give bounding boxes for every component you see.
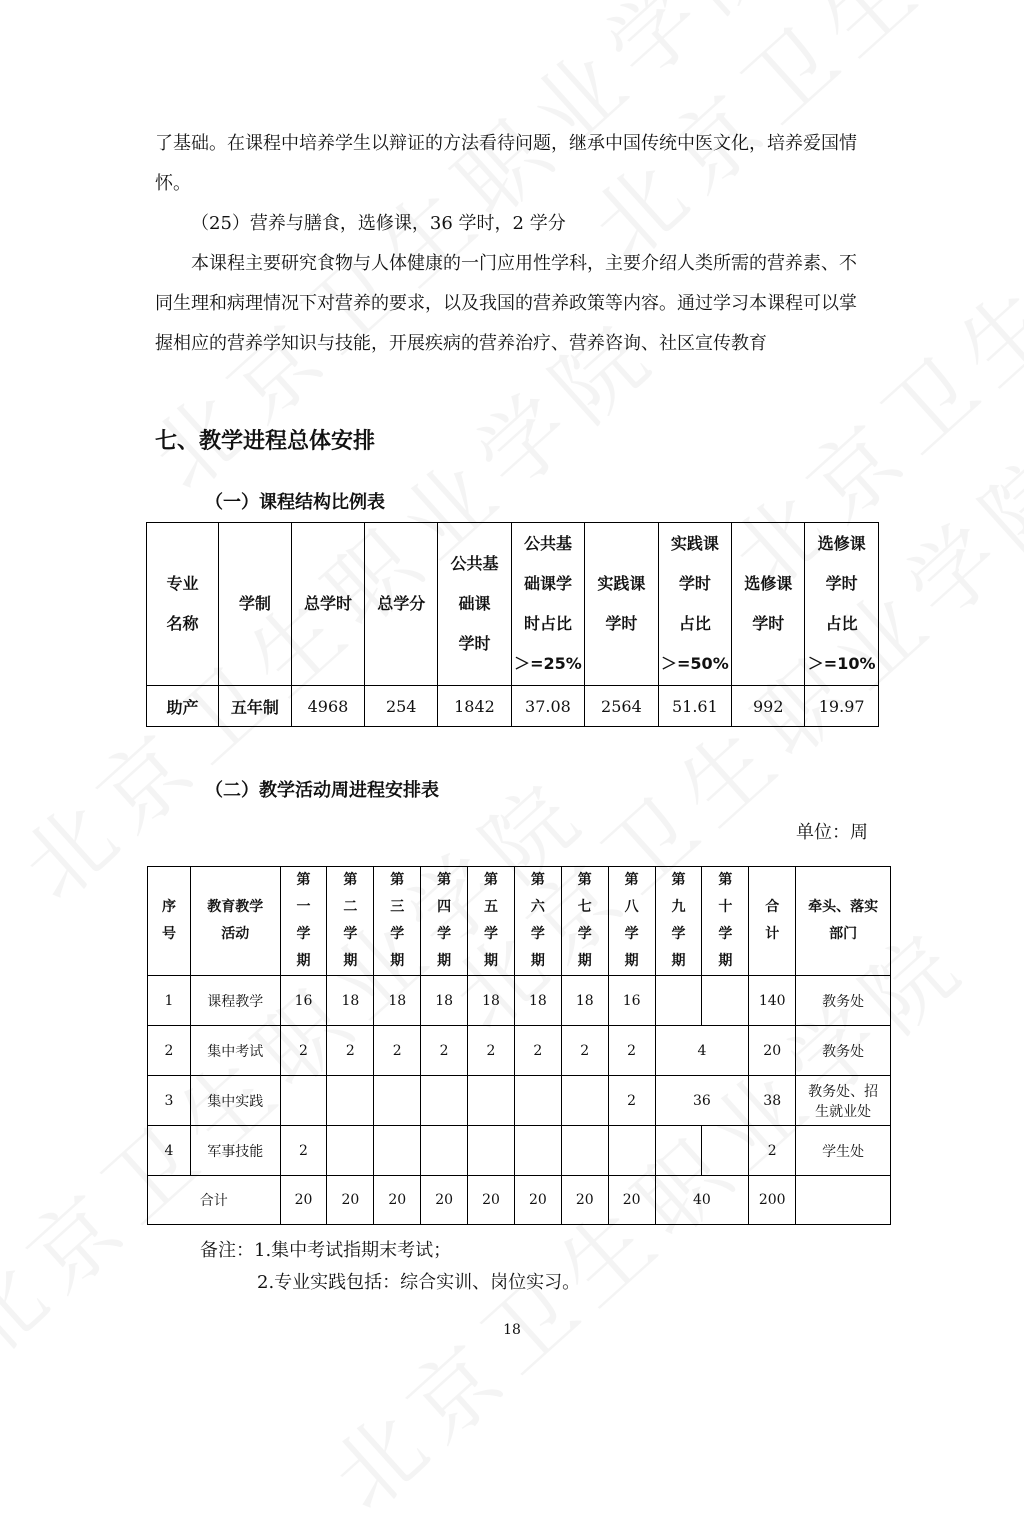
cell-total: 200 (749, 1176, 796, 1225)
cell-total-label: 合计 (148, 1176, 281, 1225)
cell-weeks: 20 (608, 1176, 655, 1225)
cell-weeks: 20 (514, 1176, 561, 1225)
header-total: 合 计 (749, 867, 796, 976)
cell-weeks: 2 (561, 1026, 608, 1076)
cell-weeks (327, 1126, 374, 1176)
weekly-schedule-table (147, 866, 891, 1225)
cell-practice-hours: 2564 (585, 686, 658, 727)
cell-elective-hours: 992 (732, 686, 805, 727)
cell-weeks (514, 1126, 561, 1176)
cell-major: 助产 (147, 686, 219, 727)
unit-label: 单位：周 (796, 822, 868, 843)
cell-elective-ratio: 19.97 (805, 686, 879, 727)
cell-activity: 课程教学 (190, 976, 280, 1026)
cell-weeks (655, 976, 702, 1026)
header-semester: 第 四 学 期 (421, 867, 468, 976)
header-semester: 第 六 学 期 (514, 867, 561, 976)
table-row (147, 686, 879, 727)
header-activity: 教育教学 活动 (190, 867, 280, 976)
table-row (148, 976, 891, 1026)
cell-weeks: 2 (327, 1026, 374, 1076)
header-cell: 公共基 础课 学时 (438, 523, 511, 686)
cell-weeks-merged: 4 (655, 1026, 749, 1076)
header-semester: 第 三 学 期 (374, 867, 421, 976)
section-title: 七、教学进程总体安排 (155, 429, 376, 454)
cell-dept: 教务处 (796, 1026, 891, 1076)
cell-weeks-merged: 40 (655, 1176, 749, 1225)
cell-weeks: 2 (374, 1026, 421, 1076)
header-cell: 总学时 (291, 523, 364, 686)
cell-weeks (421, 1076, 468, 1126)
note-2: 2.专业实践包括：综合实训、岗位实习。 (257, 1272, 581, 1293)
cell-weeks (327, 1076, 374, 1126)
cell-total-credits: 254 (365, 686, 438, 727)
cell-weeks (514, 1076, 561, 1126)
cell-weeks: 20 (327, 1176, 374, 1225)
cell-public-hours: 1842 (438, 686, 511, 727)
cell-weeks: 20 (280, 1176, 327, 1225)
cell-no: 4 (148, 1126, 191, 1176)
header-dept: 牵头、落实 部门 (796, 867, 891, 976)
header-semester: 第 十 学 期 (702, 867, 749, 976)
cell-no: 2 (148, 1026, 191, 1076)
cell-weeks: 18 (561, 976, 608, 1026)
cell-dept (796, 1176, 891, 1225)
cell-activity: 军事技能 (190, 1126, 280, 1176)
table-row (148, 1126, 891, 1176)
header-cell: 选修课 学时 (732, 523, 805, 686)
cell-activity: 集中实践 (190, 1076, 280, 1126)
cell-weeks: 18 (514, 976, 561, 1026)
cell-dept: 教务处 (796, 976, 891, 1026)
cell-weeks: 16 (280, 976, 327, 1026)
header-semester: 第 九 学 期 (655, 867, 702, 976)
cell-weeks: 18 (468, 976, 515, 1026)
cell-weeks (468, 1076, 515, 1126)
header-cell: 学制 (218, 523, 291, 686)
cell-total: 140 (749, 976, 796, 1026)
cell-public-ratio: 37.08 (511, 686, 585, 727)
table1-title: （一）课程结构比例表 (205, 492, 385, 513)
cell-weeks: 20 (421, 1176, 468, 1225)
header-cell: 公共基 础课学 时占比 ＞=25% (511, 523, 585, 686)
cell-weeks (561, 1126, 608, 1176)
cell-total-hours: 4968 (291, 686, 364, 727)
cell-weeks: 18 (421, 976, 468, 1026)
header-cell: 选修课 学时 占比 ＞=10% (805, 523, 879, 686)
cell-total: 2 (749, 1126, 796, 1176)
cell-weeks (468, 1126, 515, 1176)
cell-no: 3 (148, 1076, 191, 1126)
header-semester: 第 一 学 期 (280, 867, 327, 976)
cell-no: 1 (148, 976, 191, 1026)
table-header-row (147, 523, 879, 686)
cell-weeks: 2 (421, 1026, 468, 1076)
cell-weeks: 2 (608, 1026, 655, 1076)
cell-weeks: 18 (327, 976, 374, 1026)
header-semester: 第 五 学 期 (468, 867, 515, 976)
cell-practice-ratio: 51.61 (658, 686, 732, 727)
header-semester: 第 八 学 期 (608, 867, 655, 976)
cell-weeks (374, 1126, 421, 1176)
cell-activity: 集中考试 (190, 1026, 280, 1076)
cell-weeks: 2 (280, 1126, 327, 1176)
header-cell: 实践课 学时 (585, 523, 658, 686)
table-header-row (148, 867, 891, 976)
table-total-row (148, 1176, 891, 1225)
page-number: 18 (503, 1322, 521, 1338)
cell-dept: 学生处 (796, 1126, 891, 1176)
note-1: 备注：1.集中考试指期末考试； (200, 1240, 452, 1261)
cell-duration: 五年制 (218, 686, 291, 727)
cell-weeks (561, 1076, 608, 1126)
course-structure-table (146, 522, 879, 727)
course-heading: （25）营养与膳食，选修课，36 学时，2 学分 (191, 213, 566, 234)
header-semester: 第 二 学 期 (327, 867, 374, 976)
intro-paragraph-1: 了基础。在课程中培养学生以辩证的方法看待问题，继承中国传统中医文化，培养爱国情怀。 (155, 133, 857, 194)
table-row (148, 1026, 891, 1076)
cell-weeks: 2 (280, 1026, 327, 1076)
table2-title: （二）教学活动周进程安排表 (205, 780, 439, 801)
cell-dept: 教务处、招 生就业处 (796, 1076, 891, 1126)
cell-total: 38 (749, 1076, 796, 1126)
cell-weeks: 2 (514, 1026, 561, 1076)
intro-paragraph-2: 本课程主要研究食物与人体健康的一门应用性学科，主要介绍人类所需的营养素、不同生理和病理情况下对营养的要求，以及我国的营养政策等内容。通过学习本课程可以掌握相应的营养学知识与技能，开展疾病的营养治疗、营养咨询、社区宣传教育 (155, 253, 857, 354)
header-semester: 第 七 学 期 (561, 867, 608, 976)
cell-weeks (702, 976, 749, 1026)
header-cell: 实践课 学时 占比 ＞=50% (658, 523, 732, 686)
header-cell: 总学分 (365, 523, 438, 686)
cell-weeks: 16 (608, 976, 655, 1026)
cell-weeks: 20 (561, 1176, 608, 1225)
cell-weeks (374, 1076, 421, 1126)
cell-weeks (280, 1076, 327, 1126)
cell-weeks (702, 1126, 749, 1176)
cell-weeks (608, 1126, 655, 1176)
cell-weeks-merged: 36 (655, 1076, 749, 1126)
cell-weeks: 20 (374, 1176, 421, 1225)
header-no: 序 号 (148, 867, 191, 976)
table-row (148, 1076, 891, 1126)
cell-weeks (655, 1126, 702, 1176)
cell-total: 20 (749, 1026, 796, 1076)
header-cell: 专业 名称 (147, 523, 219, 686)
cell-weeks: 2 (468, 1026, 515, 1076)
cell-weeks (421, 1126, 468, 1176)
cell-weeks: 20 (468, 1176, 515, 1225)
cell-weeks: 18 (374, 976, 421, 1026)
cell-weeks: 2 (608, 1076, 655, 1126)
